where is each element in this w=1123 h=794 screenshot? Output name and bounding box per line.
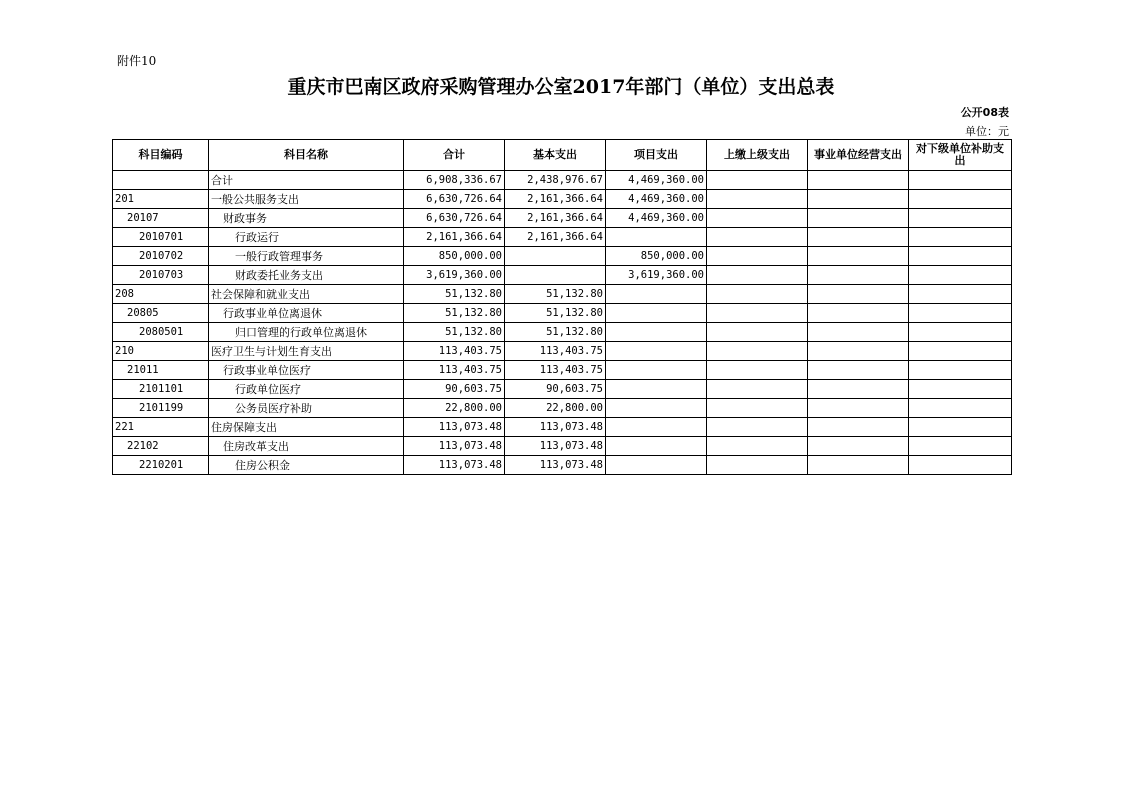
cell-business — [808, 361, 909, 380]
header-project: 项目支出 — [606, 140, 707, 171]
header-name: 科目名称 — [209, 140, 404, 171]
cell-project — [606, 361, 707, 380]
cell-code: 2010703 — [113, 266, 209, 285]
cell-subsidy — [909, 304, 1012, 323]
cell-project — [606, 285, 707, 304]
table-row — [113, 342, 1012, 361]
cell-name: 财政事务 — [209, 209, 404, 228]
table-row — [113, 171, 1012, 190]
cell-name: 一般公共服务支出 — [209, 190, 404, 209]
cell-name: 住房公积金 — [209, 456, 404, 475]
table-row — [113, 418, 1012, 437]
cell-basic: 113,073.48 — [505, 456, 606, 475]
cell-code: 221 — [113, 418, 209, 437]
cell-total: 113,073.48 — [404, 418, 505, 437]
cell-business — [808, 380, 909, 399]
cell-total: 113,403.75 — [404, 342, 505, 361]
cell-upper — [707, 342, 808, 361]
form-number: 公开08表 — [960, 106, 1009, 119]
table-row — [113, 228, 1012, 247]
cell-code: 21011 — [113, 361, 209, 380]
cell-name: 合计 — [209, 171, 404, 190]
cell-name: 行政运行 — [209, 228, 404, 247]
cell-name: 一般行政管理事务 — [209, 247, 404, 266]
cell-code: 201 — [113, 190, 209, 209]
cell-subsidy — [909, 399, 1012, 418]
cell-upper — [707, 304, 808, 323]
cell-total: 113,403.75 — [404, 361, 505, 380]
table-row — [113, 247, 1012, 266]
header-business: 事业单位经营支出 — [808, 140, 909, 171]
cell-name: 行政单位医疗 — [209, 380, 404, 399]
cell-basic: 2,161,366.64 — [505, 228, 606, 247]
cell-name: 财政委托业务支出 — [209, 266, 404, 285]
cell-basic: 113,073.48 — [505, 437, 606, 456]
cell-upper — [707, 418, 808, 437]
cell-basic: 22,800.00 — [505, 399, 606, 418]
table-row — [113, 285, 1012, 304]
table-row — [113, 190, 1012, 209]
cell-total: 3,619,360.00 — [404, 266, 505, 285]
cell-project — [606, 323, 707, 342]
cell-subsidy — [909, 171, 1012, 190]
cell-name: 行政事业单位离退休 — [209, 304, 404, 323]
table-row — [113, 437, 1012, 456]
cell-business — [808, 456, 909, 475]
cell-upper — [707, 456, 808, 475]
cell-project: 850,000.00 — [606, 247, 707, 266]
cell-code: 2101199 — [113, 399, 209, 418]
cell-project — [606, 342, 707, 361]
header-upper: 上缴上级支出 — [707, 140, 808, 171]
header-total: 合计 — [404, 140, 505, 171]
cell-basic: 2,161,366.64 — [505, 209, 606, 228]
cell-basic: 2,438,976.67 — [505, 171, 606, 190]
table-row — [113, 361, 1012, 380]
cell-business — [808, 304, 909, 323]
cell-upper — [707, 380, 808, 399]
cell-business — [808, 228, 909, 247]
table-row — [113, 323, 1012, 342]
cell-business — [808, 209, 909, 228]
cell-subsidy — [909, 209, 1012, 228]
cell-total: 51,132.80 — [404, 323, 505, 342]
cell-project — [606, 437, 707, 456]
table-row — [113, 456, 1012, 475]
cell-business — [808, 247, 909, 266]
cell-project: 4,469,360.00 — [606, 190, 707, 209]
cell-basic: 51,132.80 — [505, 285, 606, 304]
cell-total: 6,630,726.64 — [404, 190, 505, 209]
cell-total: 6,908,336.67 — [404, 171, 505, 190]
cell-subsidy — [909, 247, 1012, 266]
cell-project — [606, 380, 707, 399]
cell-subsidy — [909, 190, 1012, 209]
cell-project — [606, 418, 707, 437]
cell-total: 6,630,726.64 — [404, 209, 505, 228]
cell-name: 行政事业单位医疗 — [209, 361, 404, 380]
cell-business — [808, 399, 909, 418]
cell-code: 208 — [113, 285, 209, 304]
cell-upper — [707, 228, 808, 247]
cell-subsidy — [909, 342, 1012, 361]
cell-total: 22,800.00 — [404, 399, 505, 418]
cell-upper — [707, 247, 808, 266]
cell-name: 住房保障支出 — [209, 418, 404, 437]
cell-project: 3,619,360.00 — [606, 266, 707, 285]
unit-label: 单位：元 — [965, 125, 1009, 138]
cell-name: 医疗卫生与计划生育支出 — [209, 342, 404, 361]
cell-basic — [505, 247, 606, 266]
cell-upper — [707, 285, 808, 304]
cell-project: 4,469,360.00 — [606, 209, 707, 228]
cell-basic: 51,132.80 — [505, 304, 606, 323]
cell-code: 2080501 — [113, 323, 209, 342]
header-row — [113, 140, 1012, 171]
table-row — [113, 209, 1012, 228]
cell-code: 20805 — [113, 304, 209, 323]
table-row — [113, 399, 1012, 418]
cell-name: 归口管理的行政单位离退休 — [209, 323, 404, 342]
cell-project — [606, 304, 707, 323]
header-basic: 基本支出 — [505, 140, 606, 171]
cell-subsidy — [909, 437, 1012, 456]
cell-project: 4,469,360.00 — [606, 171, 707, 190]
cell-project — [606, 399, 707, 418]
cell-total: 51,132.80 — [404, 304, 505, 323]
cell-subsidy — [909, 266, 1012, 285]
cell-upper — [707, 323, 808, 342]
table-row — [113, 380, 1012, 399]
cell-code: 2101101 — [113, 380, 209, 399]
cell-code: 210 — [113, 342, 209, 361]
expenditure-table — [112, 139, 1012, 475]
cell-upper — [707, 437, 808, 456]
cell-total: 90,603.75 — [404, 380, 505, 399]
cell-basic — [505, 266, 606, 285]
cell-project — [606, 228, 707, 247]
cell-project — [606, 456, 707, 475]
cell-upper — [707, 209, 808, 228]
cell-upper — [707, 266, 808, 285]
cell-total: 113,073.48 — [404, 456, 505, 475]
page-title: 重庆市巴南区政府采购管理办公室2017年部门（单位）支出总表 — [287, 76, 835, 98]
cell-subsidy — [909, 228, 1012, 247]
cell-business — [808, 171, 909, 190]
cell-business — [808, 418, 909, 437]
table-row — [113, 266, 1012, 285]
header-subsidy: 对下级单位补助支出 — [909, 140, 1012, 171]
cell-basic: 113,403.75 — [505, 361, 606, 380]
cell-business — [808, 190, 909, 209]
cell-subsidy — [909, 418, 1012, 437]
cell-basic: 113,403.75 — [505, 342, 606, 361]
cell-name: 社会保障和就业支出 — [209, 285, 404, 304]
cell-business — [808, 342, 909, 361]
cell-name: 公务员医疗补助 — [209, 399, 404, 418]
cell-subsidy — [909, 285, 1012, 304]
cell-code: 20107 — [113, 209, 209, 228]
cell-business — [808, 285, 909, 304]
cell-code: 2210201 — [113, 456, 209, 475]
cell-subsidy — [909, 380, 1012, 399]
cell-code — [113, 171, 209, 190]
cell-upper — [707, 361, 808, 380]
cell-total: 51,132.80 — [404, 285, 505, 304]
attachment-label: 附件10 — [117, 54, 157, 68]
cell-code: 2010701 — [113, 228, 209, 247]
cell-basic: 90,603.75 — [505, 380, 606, 399]
cell-total: 2,161,366.64 — [404, 228, 505, 247]
cell-code: 2010702 — [113, 247, 209, 266]
header-code: 科目编码 — [113, 140, 209, 171]
cell-subsidy — [909, 361, 1012, 380]
cell-business — [808, 266, 909, 285]
cell-basic: 2,161,366.64 — [505, 190, 606, 209]
cell-upper — [707, 399, 808, 418]
cell-business — [808, 437, 909, 456]
cell-total: 850,000.00 — [404, 247, 505, 266]
cell-basic: 113,073.48 — [505, 418, 606, 437]
cell-subsidy — [909, 323, 1012, 342]
cell-upper — [707, 190, 808, 209]
cell-name: 住房改革支出 — [209, 437, 404, 456]
cell-upper — [707, 171, 808, 190]
cell-business — [808, 323, 909, 342]
cell-total: 113,073.48 — [404, 437, 505, 456]
cell-subsidy — [909, 456, 1012, 475]
cell-basic: 51,132.80 — [505, 323, 606, 342]
cell-code: 22102 — [113, 437, 209, 456]
table-row — [113, 304, 1012, 323]
